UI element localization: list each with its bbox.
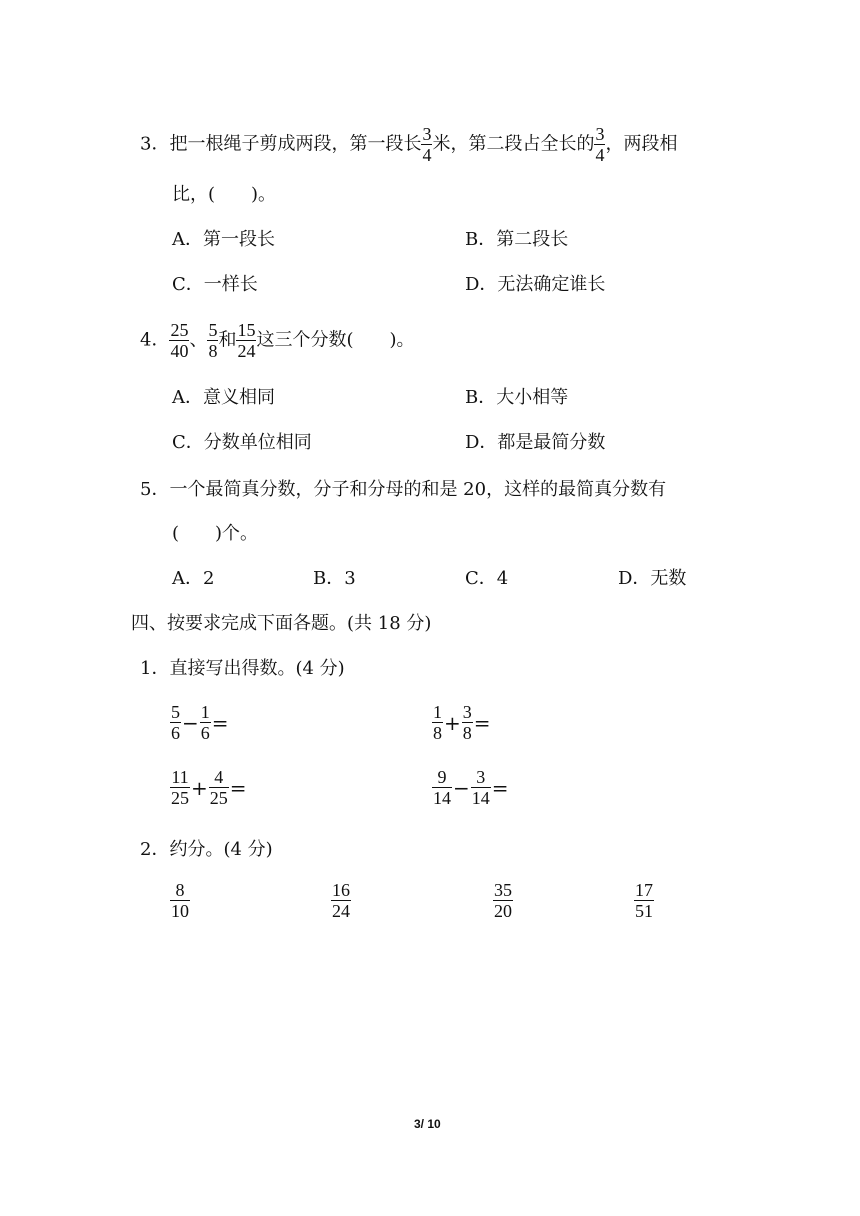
expression-4-fraction-a: $\frac{9}{14}$: [433, 767, 451, 808]
fraction-8-10: $\frac{8}{10}$: [171, 880, 189, 921]
equals-sign: =: [473, 710, 491, 735]
equals-sign: =: [211, 710, 229, 735]
expression-4: [432, 767, 510, 808]
reduce-fraction-2: [331, 880, 351, 921]
question-5-option-b: B．3: [313, 568, 356, 589]
question-3-option-b: B．第二段长: [465, 229, 569, 250]
equals-sign: =: [229, 775, 247, 800]
page-number: 3/ 10: [414, 1117, 441, 1131]
question-3-line-1: [140, 124, 677, 165]
fraction-15-24: $\frac{15}{24}$: [237, 320, 256, 361]
question-5-option-d: D．无数: [618, 568, 687, 589]
equals-sign: =: [491, 775, 509, 800]
expression-3-fraction-a: $\frac{11}{25}$: [171, 767, 189, 808]
expression-2: [432, 702, 492, 743]
fraction-three-quarters-total: $\frac{3}{4}$: [595, 124, 605, 165]
question-5-line-2: ( )个。: [172, 523, 259, 544]
question-4-tail: 这三个分数( )。: [256, 329, 415, 351]
expression-3: [170, 767, 248, 808]
question-3-number: 3．: [140, 133, 170, 155]
expression-1: [170, 702, 230, 743]
expression-4-fraction-b: $\frac{3}{14}$: [471, 767, 490, 808]
question-4-and: 和: [218, 329, 237, 351]
expression-2-fraction-b: $\frac{3}{8}$: [462, 702, 472, 743]
plus-sign: +: [191, 775, 208, 800]
question-4-option-a: A．意义相同: [172, 387, 275, 408]
question-5-option-a: A．2: [172, 568, 215, 589]
question-3-option-d: D．无法确定谁长: [465, 274, 606, 295]
expression-2-fraction-a: $\frac{1}{8}$: [433, 702, 442, 743]
question-5-number: 5．: [140, 479, 170, 500]
question-4-option-d: D．都是最简分数: [465, 432, 606, 453]
fraction-25-40: $\frac{25}{40}$: [170, 320, 189, 361]
fraction-17-51: $\frac{17}{51}$: [635, 880, 653, 921]
subsection-2-heading: 2．约分。(4 分): [140, 839, 273, 860]
fraction-three-quarters-meter: $\frac{3}{4}$: [422, 124, 432, 165]
question-3-option-a: A．第一段长: [172, 229, 275, 250]
question-3-text-part-1: 把一根绳子剪成两段，第一段长: [169, 133, 422, 155]
reduce-fraction-1: [170, 880, 190, 921]
reduce-fraction-3: [493, 880, 513, 921]
question-4-option-c: C．分数单位相同: [172, 432, 312, 453]
question-5-text: 一个最简真分数，分子和分母的和是 20，这样的最简真分数有: [169, 479, 667, 500]
fraction-16-24: $\frac{16}{24}$: [332, 880, 350, 921]
question-4-option-b: B．大小相等: [465, 387, 569, 408]
question-4-separator: 、: [189, 329, 208, 351]
fraction-35-20: $\frac{35}{20}$: [494, 880, 512, 921]
plus-sign: +: [444, 710, 461, 735]
subsection-1-heading: 1．直接写出得数。(4 分): [140, 658, 345, 679]
section-4-heading: 四、按要求完成下面各题。(共 18 分): [131, 613, 432, 634]
minus-sign: −: [453, 775, 470, 800]
question-3-text-part-2: 米，第二段占全长的: [432, 133, 595, 155]
question-3-option-c: C．一样长: [172, 274, 258, 295]
question-3-line-2: 比，( )。: [172, 184, 277, 205]
minus-sign: −: [182, 710, 199, 735]
fraction-5-8: $\frac{5}{8}$: [208, 320, 218, 361]
question-5-option-c: C．4: [465, 568, 509, 589]
question-5-line-1: [140, 478, 666, 502]
expression-1-fraction-a: $\frac{5}{6}$: [171, 702, 180, 743]
question-4-line-1: [140, 320, 415, 361]
question-3-text-part-3: ，两段相: [605, 133, 678, 155]
expression-3-fraction-b: $\frac{4}{25}$: [209, 767, 228, 808]
expression-1-fraction-b: $\frac{1}{6}$: [200, 702, 210, 743]
reduce-fraction-4: [634, 880, 654, 921]
question-4-number: 4．: [140, 329, 170, 351]
